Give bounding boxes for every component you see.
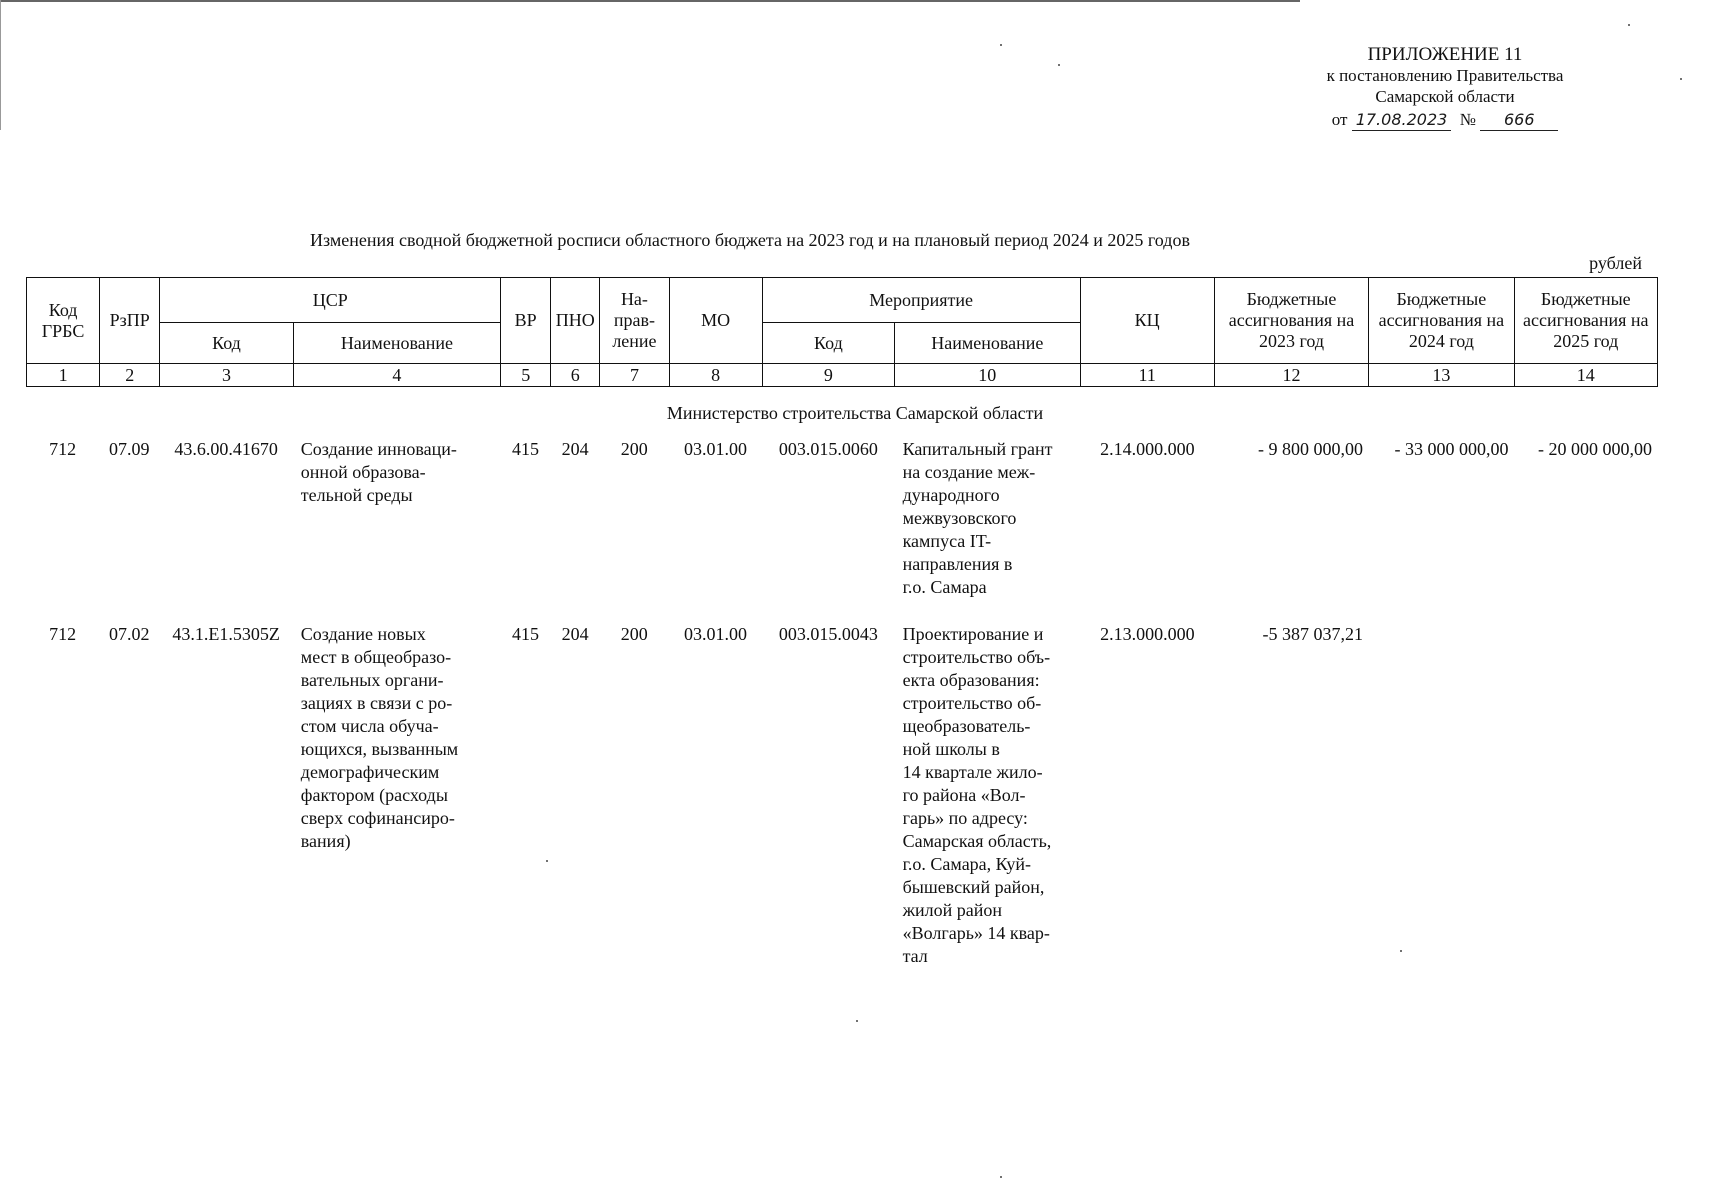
cell-mo: 03.01.00 [684,439,748,459]
column-number: 3 [160,364,293,387]
scan-speck [1000,44,1002,46]
table-header [26,277,1658,387]
cell-budget-2023: - 9 800 000,00 [1258,439,1364,459]
cell-csr-code: 43.1.E1.5305Z [172,624,280,644]
header-vr: ВР [501,278,551,364]
header-event-name: Наименование [895,323,1080,364]
cell-direction: 200 [620,439,648,459]
header-budget-2023: Бюджетные ассигнования на 2023 год [1214,278,1368,364]
cell-vr: 415 [511,624,539,644]
cell-kc: 2.14.000.000 [1100,439,1195,459]
table-body [26,438,1658,968]
column-number: 12 [1214,364,1368,387]
cell-event-code: 003.015.0043 [778,624,878,644]
header-kc: КЦ [1080,278,1214,364]
column-number: 11 [1080,364,1214,387]
appendix-line: Самарской области [1375,87,1515,106]
header-event: Мероприятие [762,278,1080,323]
header-csr: ЦСР [160,278,501,323]
cell-budget-2024: - 33 000 000,00 [1394,439,1509,459]
header-event-code: Код [762,323,894,364]
cell-direction: 200 [620,624,648,644]
cell-grbs: 712 [49,439,77,459]
appendix-date-number [1332,109,1559,131]
cell-pno: 204 [561,624,589,644]
cell-csr-name: Создание новых мест в общеобразо- вательных органи- зациях в связи с ро- стом числа обуча- ющихся, вызванным демографическим фактором (расходы сверх софинансиро- вания) [300,624,459,851]
header-direction: На- прав- ление [600,278,669,364]
header-pno: ПНО [551,278,600,364]
handwritten-date: 17.08.2023 [1352,109,1452,131]
document-title: Изменения сводной бюджетной росписи областного бюджета на 2023 год и на плановый период 2024 и 2025 годов [310,230,1190,250]
cell-kc: 2.13.000.000 [1100,624,1195,644]
scan-border-left [0,0,1,130]
cell-budget-2023: -5 387 037,21 [1262,624,1364,644]
organization-heading: Министерство строительства Самарской области [666,403,1044,423]
table-row [26,438,1658,623]
table-row [26,623,1658,968]
header-budget-2025: Бюджетные ассигнования на 2025 год [1514,278,1657,364]
cell-rzpr: 07.09 [109,439,150,459]
cell-csr-name: Создание инноваци- онной образова- тельной среды [300,439,457,505]
header-grbs: Код ГРБС [27,278,100,364]
column-number: 2 [100,364,160,387]
number-prefix: № [1459,110,1477,129]
handwritten-number: 666 [1480,109,1558,131]
column-number: 10 [895,364,1080,387]
scan-border-top [0,0,1300,2]
cell-event-name: Капитальный грант на создание меж- дународного межвузовского кампуса IT- направления в г.о. Самара [902,439,1053,597]
date-prefix: от [1331,110,1348,129]
column-number: 1 [27,364,100,387]
scan-speck [1058,64,1060,66]
cell-csr-code: 43.6.00.41670 [174,439,278,459]
column-number: 7 [600,364,669,387]
header-rzpr: РзПР [100,278,160,364]
appendix-line: к постановлению Правительства [1326,66,1564,85]
cell-mo: 03.01.00 [684,624,748,644]
scan-speck [1000,1176,1002,1178]
column-number: 13 [1369,364,1514,387]
cell-rzpr: 07.02 [109,624,150,644]
cell-event-name: Проектирование и строительство объ- екта образования: строительство об- щеобразователь- ной школы в 14 квартале жило- го района «Вол- гарь» по адресу: Самарская область, г.о. Самара, Куй- бышевский район, жилой район «Волгарь» 14 квар- тал [902,624,1052,966]
header-csr-name: Наименование [293,323,501,364]
cell-budget-2024 [1369,623,1514,968]
column-number: 8 [669,364,762,387]
cell-pno: 204 [561,439,589,459]
column-number: 9 [762,364,894,387]
column-number: 6 [551,364,600,387]
unit-label: рублей [1589,253,1642,273]
cell-grbs: 712 [49,624,77,644]
appendix-block [1260,44,1630,131]
cell-event-code: 003.015.0060 [778,439,878,459]
header-budget-2024: Бюджетные ассигнования на 2024 год [1369,278,1514,364]
scan-speck [856,1020,858,1022]
header-csr-code: Код [160,323,293,364]
cell-budget-2025: - 20 000 000,00 [1538,439,1652,459]
column-number: 5 [501,364,551,387]
column-number: 14 [1514,364,1657,387]
scan-speck [1628,24,1630,26]
header-mo: МО [669,278,762,364]
column-number: 4 [293,364,501,387]
scan-speck [1680,78,1682,80]
cell-budget-2025 [1514,623,1658,968]
cell-vr: 415 [511,439,539,459]
appendix-title: ПРИЛОЖЕНИЕ 11 [1367,44,1523,65]
